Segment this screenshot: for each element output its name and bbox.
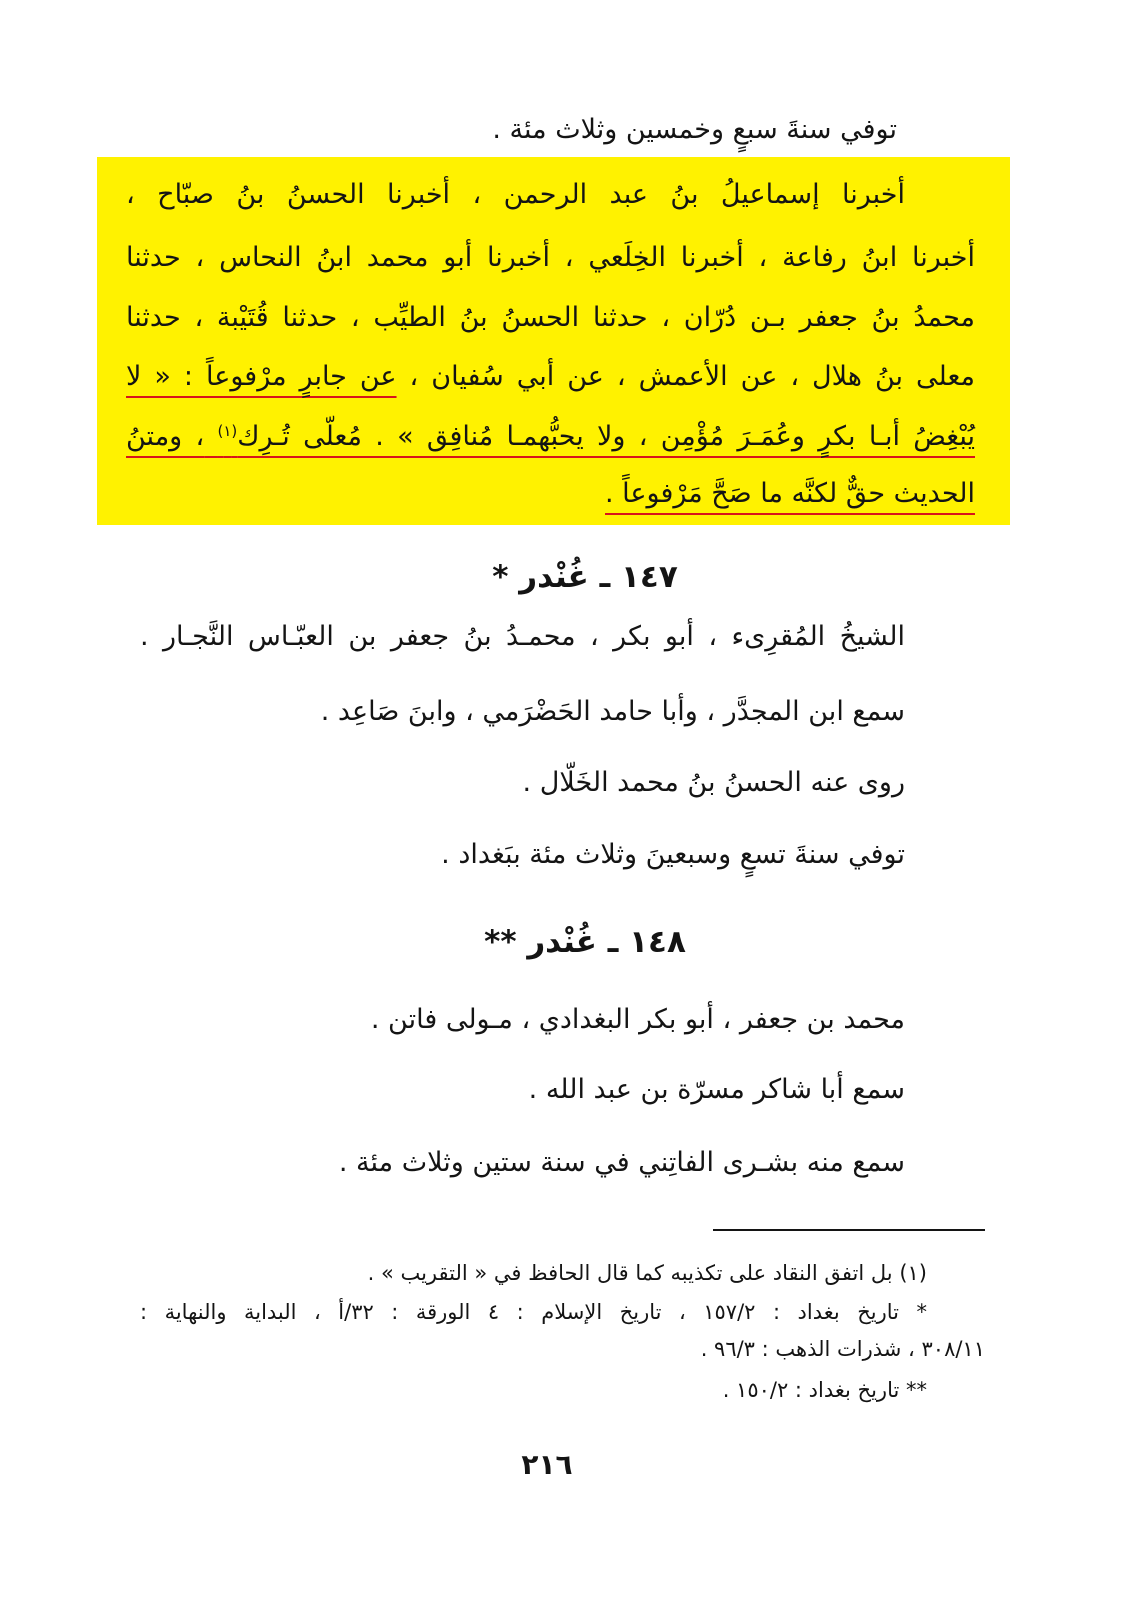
- page-number: ٢١٦: [521, 1448, 573, 1481]
- footnote-sources-147: * تاريخ بغداد : ١٥٧/٢ ، تاريخ الإسلام : ٤ الورقة : ٣٢/أ ، البداية والنهاية :: [140, 1300, 928, 1324]
- entry-heading-148: ١٤٨ ـ غُنْدر **: [484, 924, 686, 960]
- passage-line-4: [126, 352, 975, 402]
- footnote-reference: (١): [217, 422, 238, 440]
- footnote-separator: [713, 1229, 985, 1231]
- entry-147-line-1: الشيخُ المُقرِىء ، أبو بكر ، محمـدُ بنُ جعفر بن العبّـاس النَّجـار .: [140, 621, 905, 652]
- highlighted-hadith-passage: [97, 157, 1010, 525]
- passage-line-6: [605, 469, 975, 519]
- entry-heading-147: ١٤٧ ـ غُنْدر *: [492, 559, 678, 595]
- entry-148-line-1: محمد بن جعفر ، أبو بكر البغدادي ، مـولى فاتن .: [370, 1004, 905, 1035]
- previous-entry-death-line: توفي سنةَ سبعٍ وخمسين وثلاث مئة .: [492, 114, 897, 145]
- entry-148-line-2: سمع أبا شاكر مسرّة بن عبد الله .: [528, 1074, 905, 1105]
- passage-line-3: محمدُ بنُ جعفر بـن دُرّان ، حدثنا الحسنُ بنُ الطيِّب ، حدثنا قُتَيْبة ، حدثنا: [126, 302, 975, 333]
- underlined-verdict: الحديث حقٌّ لكنَّه ما صَحَّ مَرْفوعاً .: [605, 478, 975, 509]
- entry-148-line-3: سمع منه بشـرى الفاتِني في سنة ستين وثلاث مئة .: [338, 1147, 905, 1178]
- passage-line-5: [126, 412, 975, 462]
- passage-line-4-text: معلى بنُ هلال ، عن الأعمش ، عن أبي سُفيان ،: [409, 361, 975, 392]
- entry-147-line-2: سمع ابن المجدَّر ، وأبا حامد الحَضْرَمي ، وابنَ صَاعِد .: [320, 696, 905, 727]
- entry-147-line-3: روى عنه الحسنُ بنُ محمد الخَلّال .: [522, 767, 905, 798]
- underlined-hadith-text: [126, 421, 975, 452]
- passage-line-2: أخبرنا ابنُ رفاعة ، أخبرنا الخِلَعي ، أخبرنا أبو محمد ابنُ النحاس ، حدثنا: [126, 242, 975, 273]
- passage-line-1: أخبرنا إسماعيلُ بنُ عبد الرحمن ، أخبرنا الحسنُ بنُ صبّاح ،: [126, 179, 905, 210]
- footnote-1: (١) بل اتفق النقاد على تكذيبه كما قال الحافظ في « التقريب » .: [367, 1261, 927, 1285]
- underlined-isnad-segment: عن جابرٍ مرْفوعاً : « لا: [126, 361, 397, 392]
- passage-line-5-tail: ، ومتنُ: [126, 421, 205, 452]
- footnote-sources-147-continued: ٣٠٨/١١ ، شذرات الذهب : ٩٦/٣ .: [700, 1337, 985, 1361]
- footnote-sources-148: ** تاريخ بغداد : ١٥٠/٢ .: [722, 1378, 927, 1402]
- entry-147-line-4: توفي سنةَ تسعٍ وسبعينَ وثلاث مئة ببَغداد .: [441, 839, 905, 870]
- passage-line-5-text: يُبْغِضُ أبـا بكرٍ وعُمَـرَ مُؤْمِن ، ولا يحبُّهمـا مُنافِق » . مُعلّى تُـرِك: [237, 421, 975, 452]
